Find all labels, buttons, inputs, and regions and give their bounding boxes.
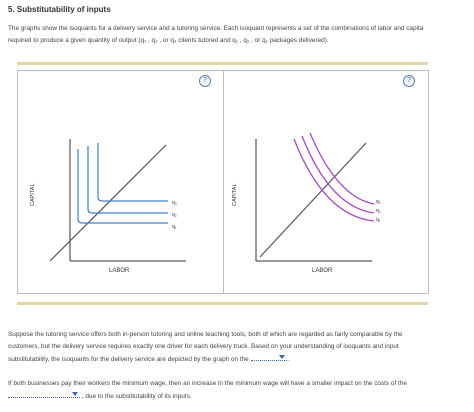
paragraph-1-line-3: [8, 353, 472, 366]
y-axis-label-left: CAPITAL: [30, 183, 36, 206]
business-dropdown[interactable]: [8, 390, 80, 398]
isoquant-q2: [88, 146, 168, 213]
paragraph-2-line-1: If both businesses pay their workers the minimum wage, then an increase in the minimum wage will have a smaller impact on the costs of the: [8, 380, 407, 387]
graph-side-dropdown[interactable]: [251, 353, 287, 361]
paragraph-2: [8, 378, 472, 403]
x-axis-label-right: LABOR: [312, 268, 333, 274]
isoquant-q1: [78, 149, 168, 223]
curve-label-q2: q₂: [172, 212, 177, 218]
chevron-down-icon: [279, 355, 285, 359]
curve-label-q3: q₃: [172, 200, 177, 206]
top-divider: [17, 62, 428, 65]
intro-line-2: required to produce a given quantity of output (q₁ , q₂ , or q₃ clients tutored and q₁ , q₂ , or q₁ packages delivered).: [8, 37, 329, 44]
paragraph-1-line-3-prefix: substitutability, the isoquants for the delivery service are depicted by the graph on the: [8, 356, 249, 363]
paragraph-1-line-3-suffix: .: [288, 356, 291, 363]
curve-label-q1: q₁: [172, 224, 177, 230]
isoquant-q3: [98, 143, 168, 201]
question-intro: [8, 23, 474, 47]
y-axis-label-right: CAPITAL: [232, 183, 238, 206]
curve-label-q2: q₂: [376, 208, 381, 214]
isoquant-q2: [302, 136, 374, 213]
bottom-divider: [17, 302, 428, 305]
isoquant-graph-right: [224, 71, 430, 295]
paragraph-2-line-2: [8, 390, 472, 403]
isoquant-graph-left: [18, 71, 226, 295]
help-button-left[interactable]: ?: [199, 75, 211, 87]
help-button-right[interactable]: ?: [403, 75, 415, 87]
graph-panel-right: [223, 70, 429, 294]
expansion-path-line: [50, 145, 166, 261]
x-axis-label-left: LABOR: [109, 268, 130, 274]
paragraph-1-line-2: customers, but the delivery service requires exactly one driver for each delivery truck. Based on your understanding of isoquants and input: [8, 343, 399, 350]
intro-line-1: The graphs show the isoquants for a delivery service and a tutoring service. Each isoquant represents a set of the combinations of labor and capita: [8, 25, 424, 32]
curve-label-q3: q₃: [376, 199, 381, 205]
question-title: 5. Substitutability of inputs: [8, 5, 111, 14]
isoquant-q1: [294, 139, 374, 221]
paragraph-1-line-1: Suppose the tutoring service offers both in-person tutoring and online teaching tools, both of which are regarded as fairly comparable by the: [8, 331, 403, 338]
chevron-down-icon: [72, 392, 78, 396]
graph-panel-left: [17, 70, 225, 294]
curve-label-q1: q₁: [376, 217, 381, 223]
paragraph-1: [8, 329, 472, 366]
paragraph-2-line-2-suffix: , due to the substitutability of its inputs.: [81, 393, 192, 400]
